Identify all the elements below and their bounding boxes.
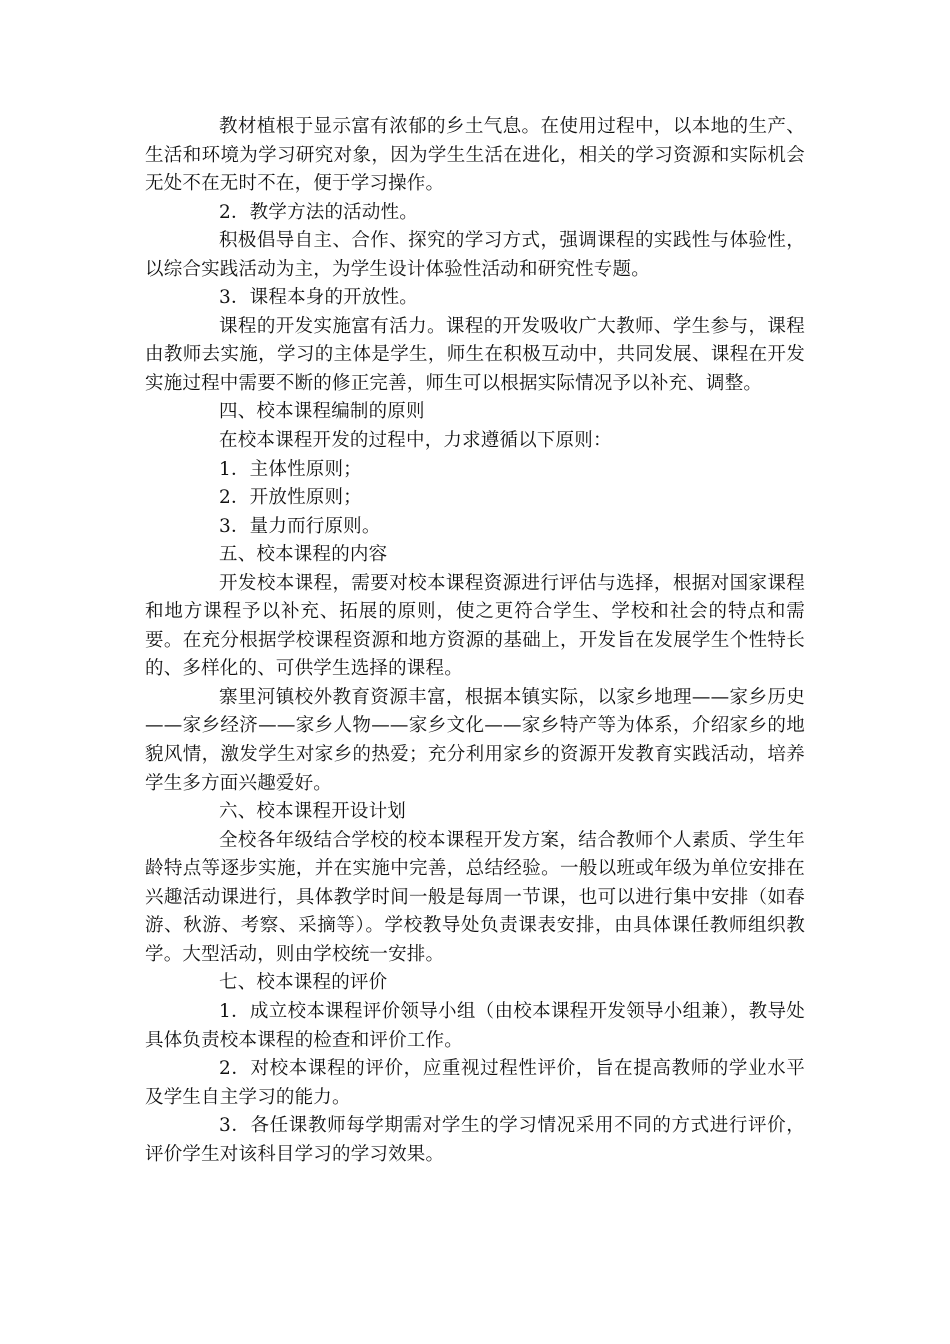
heading-teaching-method-activity: 2．教学方法的活动性。 — [219, 201, 418, 223]
list-item-evaluation-1: 1．成立校本课程评价领导小组（由校本课程开发领导小组兼），教导处具体负责校本课程的检查和评价工作。 — [145, 1000, 805, 1051]
heading-course-openness: 3．课程本身的开放性。 — [219, 287, 418, 309]
list-item-evaluation-2: 2．对校本课程的评价，应重视过程性评价，旨在提高教师的学业水平及学生自主学习的能力。 — [145, 1058, 805, 1108]
paragraph-course-development: 开发校本课程，需要对校本课程资源进行评估与选择，根据对国家课程和地方课程予以补充、拓展的原则，使之更符合学生、学校和社会的特点和需要。在充分根据学校课程资源和地方资源的基础上，开发旨在发展学生个性特长的、多样化的、可供学生选择的课程。 — [145, 572, 805, 680]
paragraph-implementation-plan: 全校各年级结合学校的校本课程开发方案，结合教师个人素质、学生年龄特点等逐步实施，并在实施中完善，总结经验。一般以班或年级为单位安排在兴趣活动课进行，具体教学时间一般是每周一节课，也可以进行集中安排（如春游、秋游、考察、采摘等）。学校教导处负责课表安排，由具体课任教师组织教学。大型活动，则由学校统一安排。 — [145, 829, 805, 965]
paragraph-course-vitality: 课程的开发实施富有活力。课程的开发吸收广大教师、学生参与，课程由教师去实施，学习的主体是学生，师生在积极互动中，共同发展、课程在开发实施过程中需要不断的修正完善，师生可以根据实际情况予以补充、调整。 — [145, 315, 805, 394]
list-item-principle-3: 3．量力而行原则。 — [219, 515, 381, 537]
section-heading-content: 五、校本课程的内容 — [219, 544, 388, 566]
list-item-principle-2: 2．开放性原则； — [219, 487, 362, 509]
document-body — [145, 113, 805, 1169]
list-item-principle-1: 1．主体性原则； — [219, 458, 362, 480]
section-heading-plan: 六、校本课程开设计划 — [219, 801, 407, 823]
paragraph-local-resources: 寨里河镇校外教育资源丰富，根据本镇实际，以家乡地理——家乡历史——家乡经济——家乡人物——家乡文化——家乡特产等为体系，介绍家乡的地貌风情，激发学生对家乡的热爱；充分利用家乡的资源开发教育实践活动，培养学生多方面兴趣爱好。 — [145, 686, 805, 794]
list-item-evaluation-3: 3．各任课教师每学期需对学生的学习情况采用不同的方式进行评价，评价学生对该科目学习的学习效果。 — [145, 1115, 805, 1165]
paragraph-learning-style: 积极倡导自主、合作、探究的学习方式，强调课程的实践性与体验性，以综合实践活动为主，为学生设计体验性活动和研究性专题。 — [145, 230, 805, 280]
paragraph-principles-intro: 在校本课程开发的过程中，力求遵循以下原则： — [219, 430, 612, 452]
section-heading-principles: 四、校本课程编制的原则 — [219, 401, 425, 423]
paragraph-local-materials: 教材植根于显示富有浓郁的乡土气息。在使用过程中，以本地的生产、生活和环境为学习研究对象，因为学生生活在进化，相关的学习资源和实际机会无处不在无时不在，便于学习操作。 — [145, 116, 805, 195]
section-heading-evaluation: 七、校本课程的评价 — [219, 972, 388, 994]
